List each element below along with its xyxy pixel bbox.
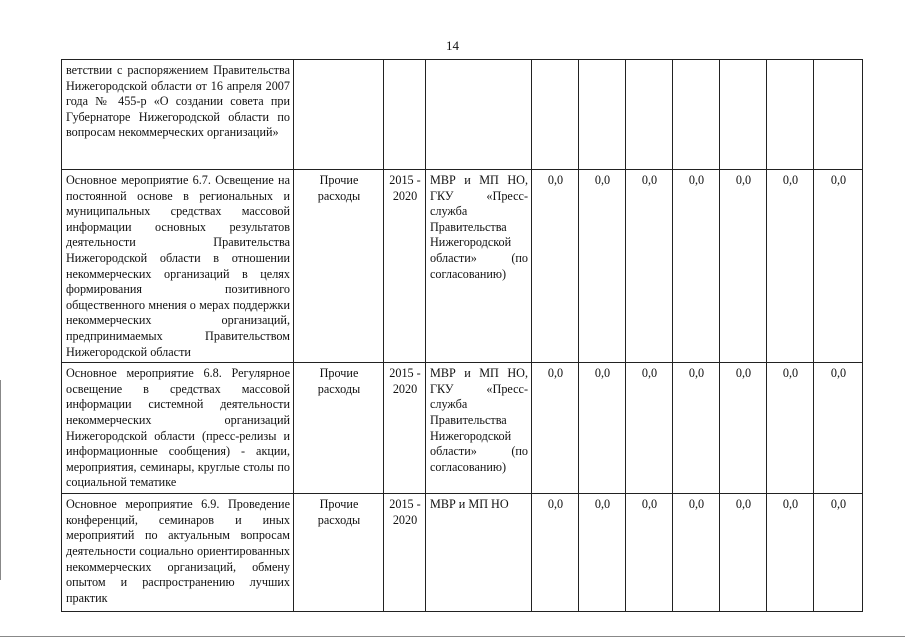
expense-category-cell: Прочие расходы [294, 363, 384, 494]
period-cell [384, 60, 426, 170]
funding-value-cell: 0,0 [814, 363, 863, 494]
funding-value-cell: 0,0 [767, 494, 814, 612]
page-number: 14 [446, 38, 459, 53]
funding-value-cell: 0,0 [720, 170, 767, 363]
table-row [62, 170, 863, 363]
table-body [62, 60, 863, 612]
funding-value-cell: 0,0 [673, 170, 720, 363]
funding-value-cell [720, 60, 767, 170]
funding-value-cell [814, 60, 863, 170]
expense-category-cell [294, 60, 384, 170]
funding-value-cell: 0,0 [626, 494, 673, 612]
table-row [62, 60, 863, 170]
executor-cell [426, 60, 532, 170]
expense-category-cell: Прочие расходы [294, 170, 384, 363]
funding-value-cell: 0,0 [579, 494, 626, 612]
activity-description-cell: Основное мероприятие 6.8. Регулярное освещение в средствах массовой информации системной деятельности некоммерческих организаций Нижегородской области (пресс-релизы и информационные сообщения) - акции, мероприятия, семинары, круглые столы по социальной тематике [62, 363, 294, 494]
funding-value-cell: 0,0 [673, 363, 720, 494]
funding-value-cell: 0,0 [626, 363, 673, 494]
funding-value-cell [579, 60, 626, 170]
funding-value-cell: 0,0 [626, 170, 673, 363]
funding-value-cell: 0,0 [532, 170, 579, 363]
funding-value-cell: 0,0 [767, 170, 814, 363]
funding-value-cell: 0,0 [673, 494, 720, 612]
funding-value-cell [626, 60, 673, 170]
funding-value-cell: 0,0 [532, 494, 579, 612]
scan-edge-left [0, 380, 1, 580]
funding-value-cell: 0,0 [579, 363, 626, 494]
activity-description-cell: Основное мероприятие 6.7. Освещение на постоянной основе в региональных и муниципальных средствах массовой информации основных результатов деятельности Правительства Нижегородской области в отношении некоммерческих организаций в целях формирования позитивного общественного мнения о мерах поддержки некоммерческих организаций, предпринимаемых Правительством Нижегородской области [62, 170, 294, 363]
executor-cell: МВР и МП НО, ГКУ «Пресс-служба Правительства Нижегородской области» (по согласованию) [426, 170, 532, 363]
period-cell: 2015 - 2020 [384, 170, 426, 363]
funding-value-cell [767, 60, 814, 170]
funding-value-cell: 0,0 [720, 494, 767, 612]
table-row [62, 363, 863, 494]
period-cell: 2015 - 2020 [384, 363, 426, 494]
funding-value-cell: 0,0 [579, 170, 626, 363]
executor-cell: МВР и МП НО [426, 494, 532, 612]
scan-edge-bottom [0, 636, 905, 637]
activity-description-cell: ветствии с распоряжением Правительства Нижегородской области от 16 апреля 2007 года № 455-р «О создании совета при Губернаторе Нижегородской области по вопросам некоммерческих организаций» [62, 60, 294, 170]
funding-value-cell: 0,0 [814, 170, 863, 363]
activity-description-cell: Основное мероприятие 6.9. Проведение конференций, семинаров и иных мероприятий по актуальным вопросам деятельности социально ориентированных некоммерческих организаций, обмену опытом и распространению лучших практик [62, 494, 294, 612]
funding-value-cell: 0,0 [720, 363, 767, 494]
funding-value-cell [673, 60, 720, 170]
executor-cell: МВР и МП НО, ГКУ «Пресс-служба Правительства Нижегородской области» (по согласованию) [426, 363, 532, 494]
period-cell: 2015 - 2020 [384, 494, 426, 612]
expense-category-cell: Прочие расходы [294, 494, 384, 612]
funding-value-cell: 0,0 [814, 494, 863, 612]
table-row [62, 494, 863, 612]
program-activities-table [61, 59, 863, 612]
funding-value-cell: 0,0 [532, 363, 579, 494]
funding-value-cell: 0,0 [767, 363, 814, 494]
funding-value-cell [532, 60, 579, 170]
